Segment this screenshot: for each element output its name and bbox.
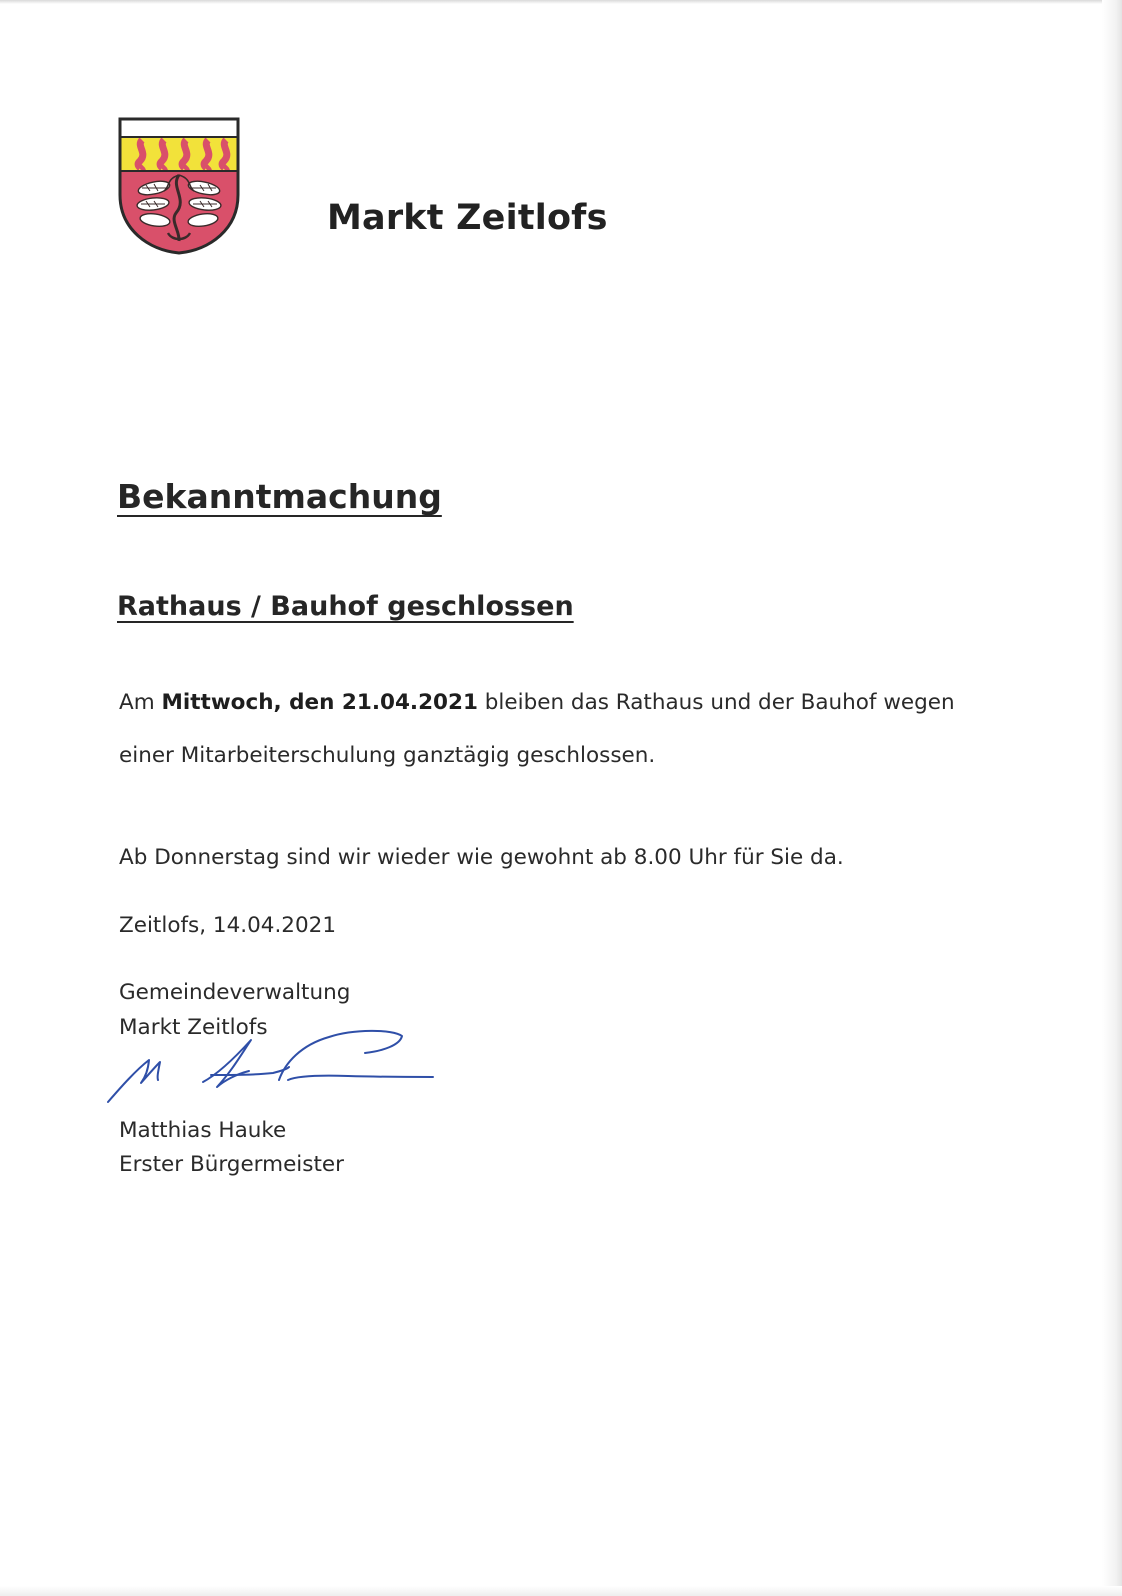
municipality-title: Markt Zeitlofs <box>327 198 608 238</box>
closure-prefix: Am <box>119 690 162 715</box>
page-right-edge <box>1102 0 1122 1596</box>
paragraph-reopening: Ab Donnerstag sind wir wieder wie gewohnt ab 8.00 Uhr für Sie da. <box>119 845 844 870</box>
notice-heading: Bekanntmachung <box>117 477 442 516</box>
signer-name: Matthias Hauke <box>119 1118 287 1143</box>
paragraph-closure-line1 <box>119 690 955 715</box>
notice-subheading: Rathaus / Bauhof geschlossen <box>117 591 574 622</box>
place-date: Zeitlofs, 14.04.2021 <box>119 913 337 938</box>
coat-of-arms-icon <box>118 117 240 255</box>
page-top-edge <box>0 0 1122 4</box>
signer-title: Erster Bürgermeister <box>119 1152 344 1177</box>
sender-line2: Markt Zeitlofs <box>119 1015 268 1040</box>
paragraph-closure-line2: einer Mitarbeiterschulung ganztägig geschlossen. <box>119 743 656 768</box>
page-bottom-edge <box>0 1586 1122 1596</box>
sender-line1: Gemeindeverwaltung <box>119 980 351 1005</box>
closure-date: Mittwoch, den 21.04.2021 <box>161 690 478 715</box>
closure-line1-rest: bleiben das Rathaus und der Bauhof wegen <box>477 690 955 715</box>
handwritten-signature-icon <box>103 1025 438 1110</box>
